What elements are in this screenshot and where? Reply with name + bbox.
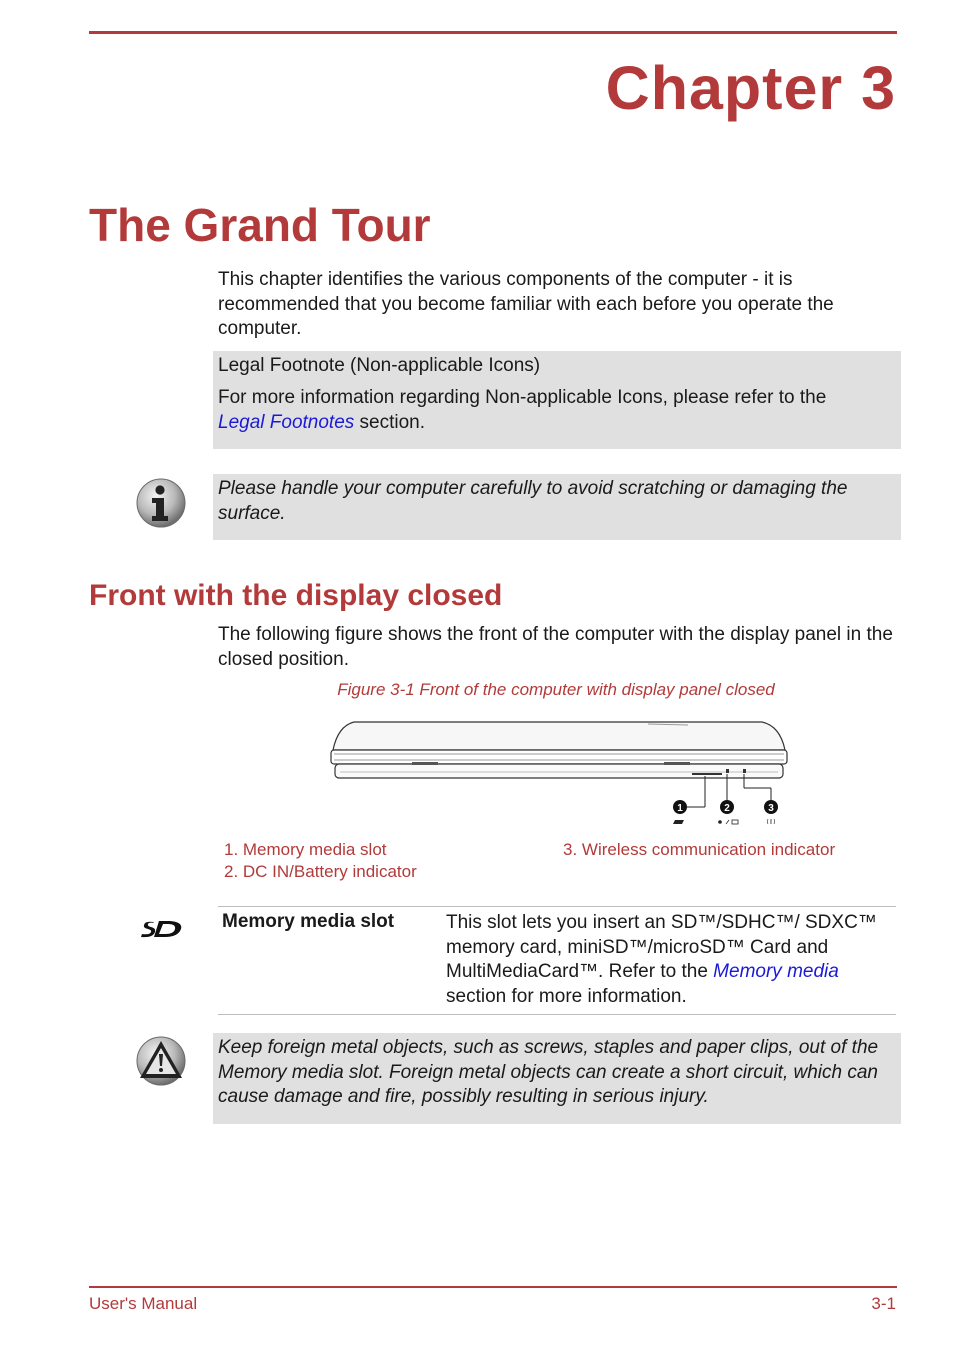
warning-note-text: Keep foreign metal objects, such as screws, staples and paper clips, out of the Memory media slot. Foreign metal objects can create a short circuit, which can cause damage and fire, possibly resulting in serious injury.: [218, 1037, 879, 1107]
legal-footnotes-link[interactable]: Legal Footnotes: [218, 411, 355, 433]
footer-title: User's Manual: [89, 1294, 198, 1313]
table-description: [446, 911, 886, 1009]
page-title: The Grand Tour: [89, 199, 431, 251]
legal-footnote-text-before: For more information regarding Non-applicable Icons, please refer to the: [218, 387, 827, 408]
svg-text:3: 3: [768, 803, 774, 814]
memory-media-link[interactable]: Memory media: [713, 961, 839, 982]
page-number: 3-1: [871, 1294, 896, 1313]
section-paragraph: The following figure shows the front of the computer with the display panel in the closed position.: [218, 624, 893, 670]
top-rule: [89, 31, 897, 34]
table-top-border: [218, 906, 896, 907]
table-bottom-border: [218, 1014, 896, 1015]
legend-item-wireless-indicator: 3. Wireless communication indicator: [563, 840, 836, 859]
figure-caption: Figure 3-1 Front of the computer with display panel closed: [337, 680, 775, 699]
legal-footnote-text-after: section.: [354, 411, 426, 433]
legend-item-dc-in-battery: 2. DC IN/Battery indicator: [224, 862, 417, 881]
section-heading: Front with the display closed: [89, 579, 503, 612]
footer-rule: [89, 1286, 897, 1288]
info-note-text: Please handle your computer carefully to avoid scratching or damaging the surface.: [218, 478, 848, 524]
sd-card-icon: [138, 919, 184, 939]
table-description-text-after: section for more information.: [446, 985, 687, 1007]
svg-text:2: 2: [724, 803, 730, 814]
info-icon: [135, 477, 187, 529]
table-term: Memory media slot: [222, 911, 395, 932]
laptop-front-figure: [328, 716, 790, 828]
warning-icon: [135, 1035, 187, 1087]
table-description-text: This slot lets you insert an SD™/SDHC™/ SDXC™ memory card, miniSD™/microSD™ Card and MultiMediaCard™. Refer to the: [446, 912, 877, 982]
chapter-number: Chapter 3: [605, 54, 896, 122]
intro-paragraph: This chapter identifies the various components of the computer - it is recommended that you become familiar with each before you operate the computer.: [218, 269, 834, 339]
legend-item-memory-media-slot: 1. Memory media slot: [224, 840, 387, 859]
legal-footnote-heading: Legal Footnote (Non-applicable Icons): [218, 355, 541, 376]
svg-text:1: 1: [677, 803, 683, 814]
legal-footnote-text: [218, 386, 908, 435]
